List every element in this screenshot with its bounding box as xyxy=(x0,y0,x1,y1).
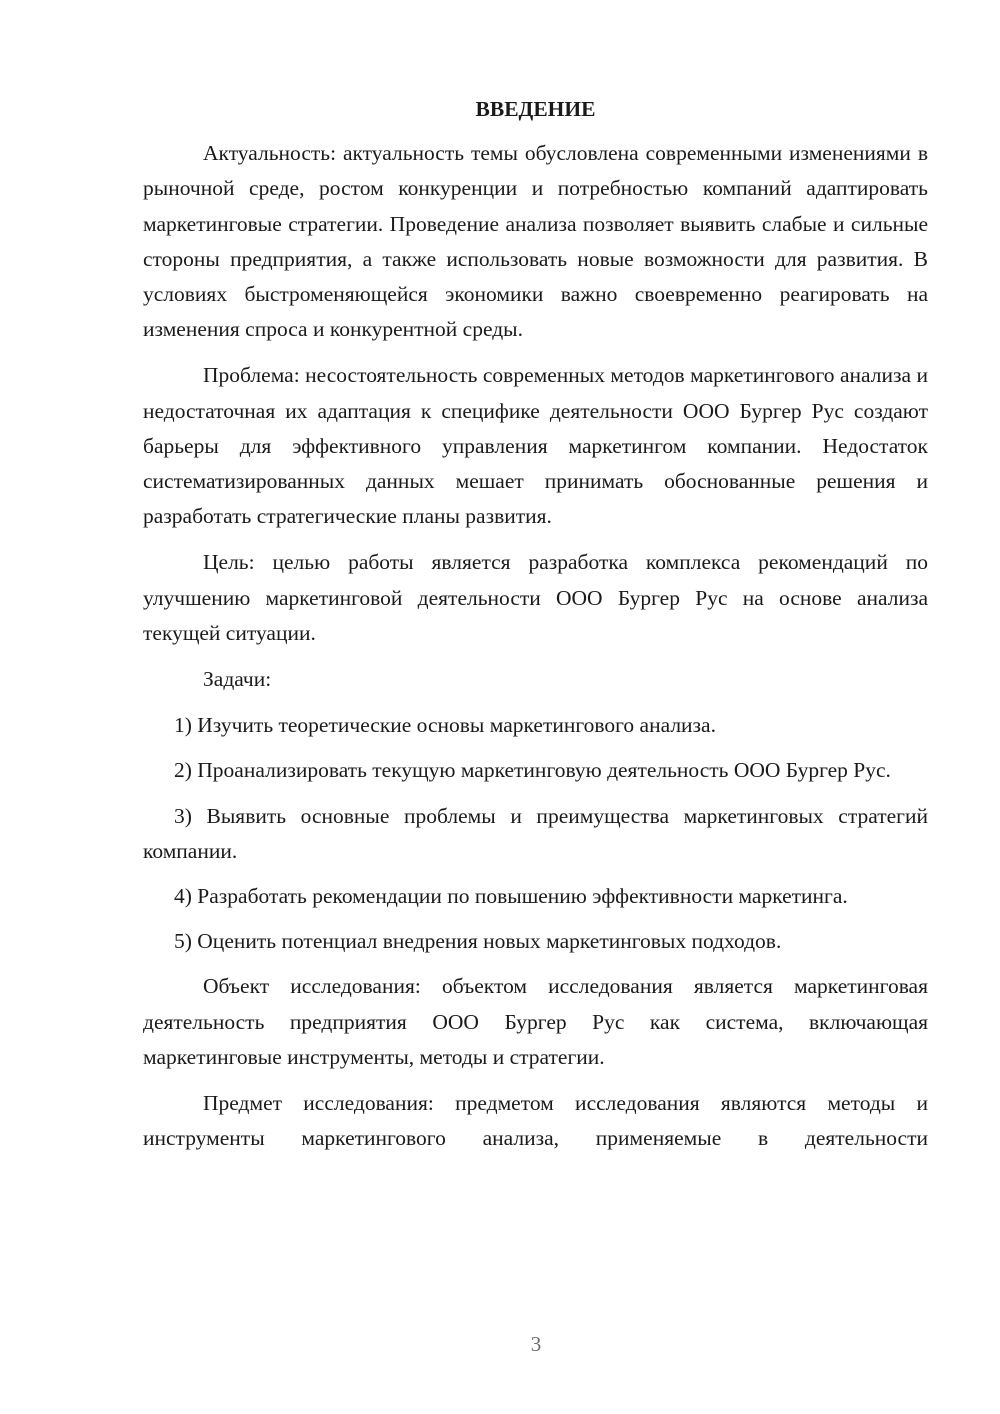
task-item-4: 4) Разработать рекомендации по повышению эффективности маркетинга. xyxy=(174,884,848,909)
tasks-heading: Задачи: xyxy=(203,667,272,692)
paragraph-relevance: Актуальность: актуальность темы обусловлена современными изменениями в рыночной среде, ростом конкуренции и потребностью компаний адаптировать маркетинговые стратегии. Проведение анализа позволяет выявить слабые и сильные стороны предприятия, а также использовать новые возможности для развития. В условиях быстроменяющейся экономики важно своевременно реагировать на изменения спроса и конкурентной среды. xyxy=(143,141,928,342)
paragraph-object: Объект исследования: объектом исследования является маркетинговая деятельность предприятия ООО Бургер Рус как система, включающая маркетинговые инструменты, методы и стратегии. xyxy=(143,974,928,1069)
paragraph-goal: Цель: целью работы является разработка комплекса рекомендаций по улучшению маркетинговой деятельности ООО Бургер Рус на основе анализа текущей ситуации. xyxy=(143,550,928,645)
task-item-5: 5) Оценить потенциал внедрения новых маркетинговых подходов. xyxy=(174,929,782,954)
page-number: 3 xyxy=(530,1332,542,1356)
paragraph-problem: Проблема: несостоятельность современных методов маркетингового анализа и недостаточная их адаптация к специфике деятельности ООО Бургер Рус создают барьеры для эффективного управления маркетингом компании. Недостаток систематизированных данных мешает принимать обоснованные решения и разработать стратегические планы развития. xyxy=(143,363,928,529)
task-item-3: 3) Выявить основные проблемы и преимущества маркетинговых стратегий компании. xyxy=(143,803,928,863)
paragraph-subject: Предмет исследования: предметом исследования являются методы и инструменты маркетингового анализа, применяемые в деятельности xyxy=(143,1091,928,1151)
page-body xyxy=(143,92,928,1156)
section-title: ВВЕДЕНИЕ xyxy=(475,97,596,121)
task-item-1: 1) Изучить теоретические основы маркетингового анализа. xyxy=(174,713,716,738)
task-item-2: 2) Проанализировать текущую маркетинговую деятельность ООО Бургер Рус. xyxy=(174,758,891,783)
tasks-list xyxy=(143,708,928,959)
